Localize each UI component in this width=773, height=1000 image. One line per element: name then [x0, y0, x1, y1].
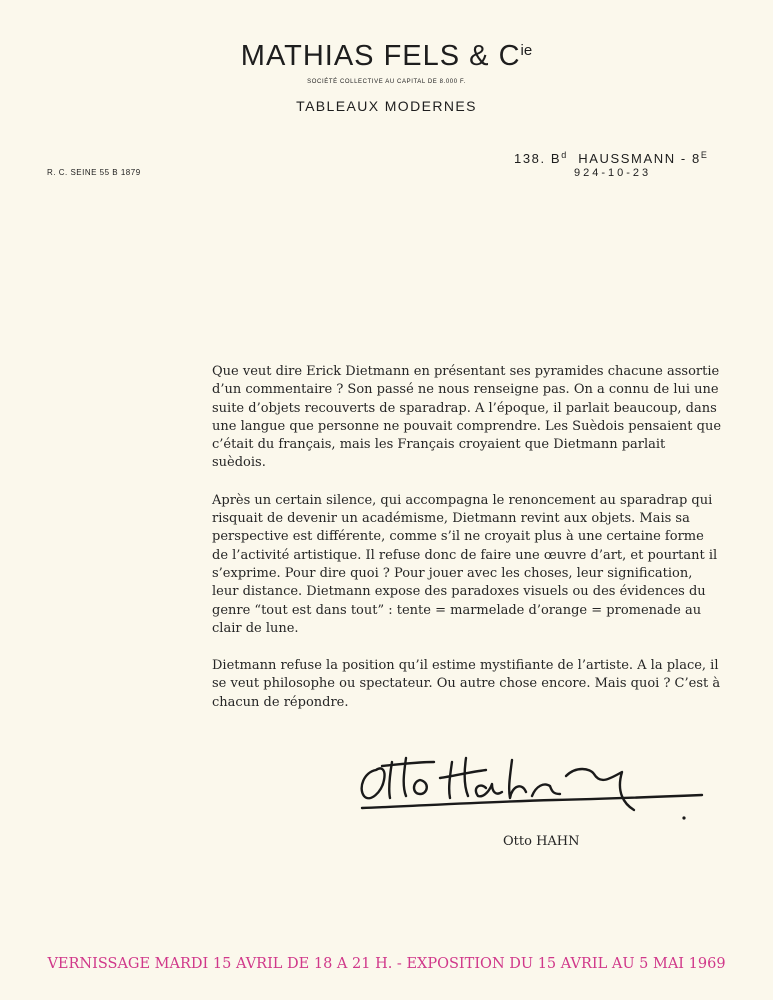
handwritten-signature — [354, 740, 704, 820]
author-name: Otto HAHN — [503, 834, 580, 849]
company-subtitle: SOCIÉTÉ COLLECTIVE AU CAPITAL DE 8.000 F. — [307, 79, 466, 85]
company-name — [0, 40, 773, 73]
paragraph-3: Dietmann refuse la position qu’il estime mystifiante de l’artiste. A la place, il se veut philosophe ou spectateur. Ou autre chose encore. Mais quoi ? C’est à chacun de répondre. — [212, 658, 721, 710]
address — [514, 150, 709, 166]
address-street: HAUSSMANN - 8 — [578, 151, 701, 166]
address-prefix: 138. B — [514, 151, 562, 166]
registry-number: R. C. SEINE 55 B 1879 — [47, 168, 141, 177]
business-line: TABLEAUX MODERNES — [296, 98, 477, 114]
address-arr-sup: E — [700, 150, 709, 160]
company-name-text: MATHIAS FELS & C — [240, 40, 521, 72]
letter-body — [212, 363, 722, 731]
company-name-suffix: ie — [520, 42, 533, 59]
paragraph-2: Après un certain silence, qui accompagna le renoncement au sparadrap qui risquait de devenir un académisme, Dietmann revint aux objets. Mais sa perspective est différente, comme s’il ne croyait plus à une certaine forme de l’activité artistique. Il refuse donc de faire une œuvre d’art, et pourtant il s’exprime. Pour dire quoi ? Pour jouer avec les choses, leur signification, leur distance. Dietmann expose des paradoxes visuels ou des évidences du genre “tout est dans tout” : tente = marmelade d’orange = promenade au clair de lune. — [212, 492, 718, 636]
phone-number: 924-10-23 — [574, 167, 652, 179]
exhibition-footer: VERNISSAGE MARDI 15 AVRIL DE 18 A 21 H. - EXPOSITION DU 15 AVRIL AU 5 MAI 1969 — [47, 956, 726, 972]
paragraph-1: Que veut dire Erick Dietmann en présentant ses pyramides chacune assortie d’un commentaire ? Son passé ne nous renseigne pas. On a connu de lui une suite d’objets recouverts de sparadrap. A l’époque, il parlait beaucoup, dans une langue que personne ne pouvait comprendre. Les Suèdois pensaient que c’était du français, mais les Français croyaient que Dietmann parlait suèdois. — [212, 364, 722, 471]
address-prefix-sup: d — [561, 150, 568, 160]
